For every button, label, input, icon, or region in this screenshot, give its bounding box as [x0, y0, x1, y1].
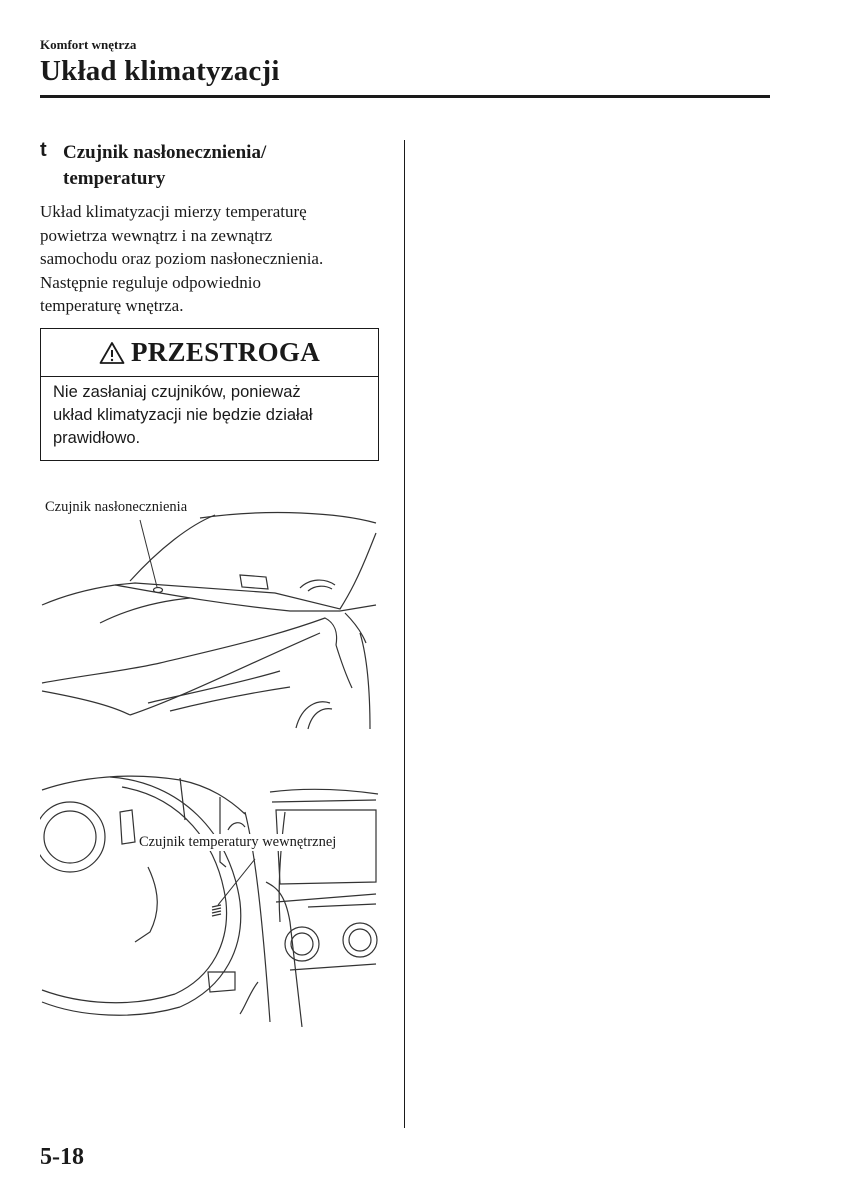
cabin-temp-sensor-grille-icon [212, 905, 221, 916]
page-title: Układ klimatyzacji [40, 55, 280, 87]
warning-body [41, 377, 378, 450]
sunlight-sensor-figure [40, 493, 380, 733]
sunlight-sensor-label: Czujnik nasłonecznienia [45, 499, 188, 515]
body-line: Następnie reguluje odpowiednio [40, 272, 261, 292]
warning-title: PRZESTROGA [130, 337, 321, 367]
callout-leader-line [140, 520, 157, 587]
subsection-heading-line: temperatury [63, 168, 166, 189]
dashboard-illustration [40, 772, 380, 1027]
callout-leader-line [218, 859, 255, 905]
warning-header [41, 329, 378, 377]
subsection-heading-line: Czujnik nasłonecznienia/ [63, 142, 267, 163]
section-label: Komfort wnętrza [40, 37, 137, 52]
car-front-illustration [40, 493, 380, 733]
body-line: samochodu oraz poziom nasłonecznienia. [40, 249, 324, 268]
body-paragraph [40, 200, 390, 318]
warning-line: układ klimatyzacji nie będzie działał [53, 406, 313, 424]
body-line: powietrza wewnątrz i na zewnątrz [40, 225, 273, 245]
heading-bullet: t [40, 139, 47, 161]
warning-line: Nie zasłaniaj czujników, ponieważ [53, 383, 301, 401]
body-line: temperaturę wnętrza. [40, 296, 184, 315]
subsection-heading [63, 140, 363, 192]
warning-line: prawidłowo. [53, 429, 141, 447]
page-number: 5-18 [40, 1144, 84, 1170]
title-rule [40, 95, 770, 98]
sunlight-sensor-icon [154, 588, 163, 593]
body-line: Układ klimatyzacji mierzy temperaturę [40, 202, 307, 221]
cabin-temp-sensor-label: Czujnik temperatury wewnętrznej [139, 834, 337, 850]
column-divider [404, 140, 405, 1128]
warning-triangle-icon [99, 341, 125, 365]
warning-box [40, 328, 379, 461]
cabin-temp-sensor-figure [40, 772, 380, 1027]
